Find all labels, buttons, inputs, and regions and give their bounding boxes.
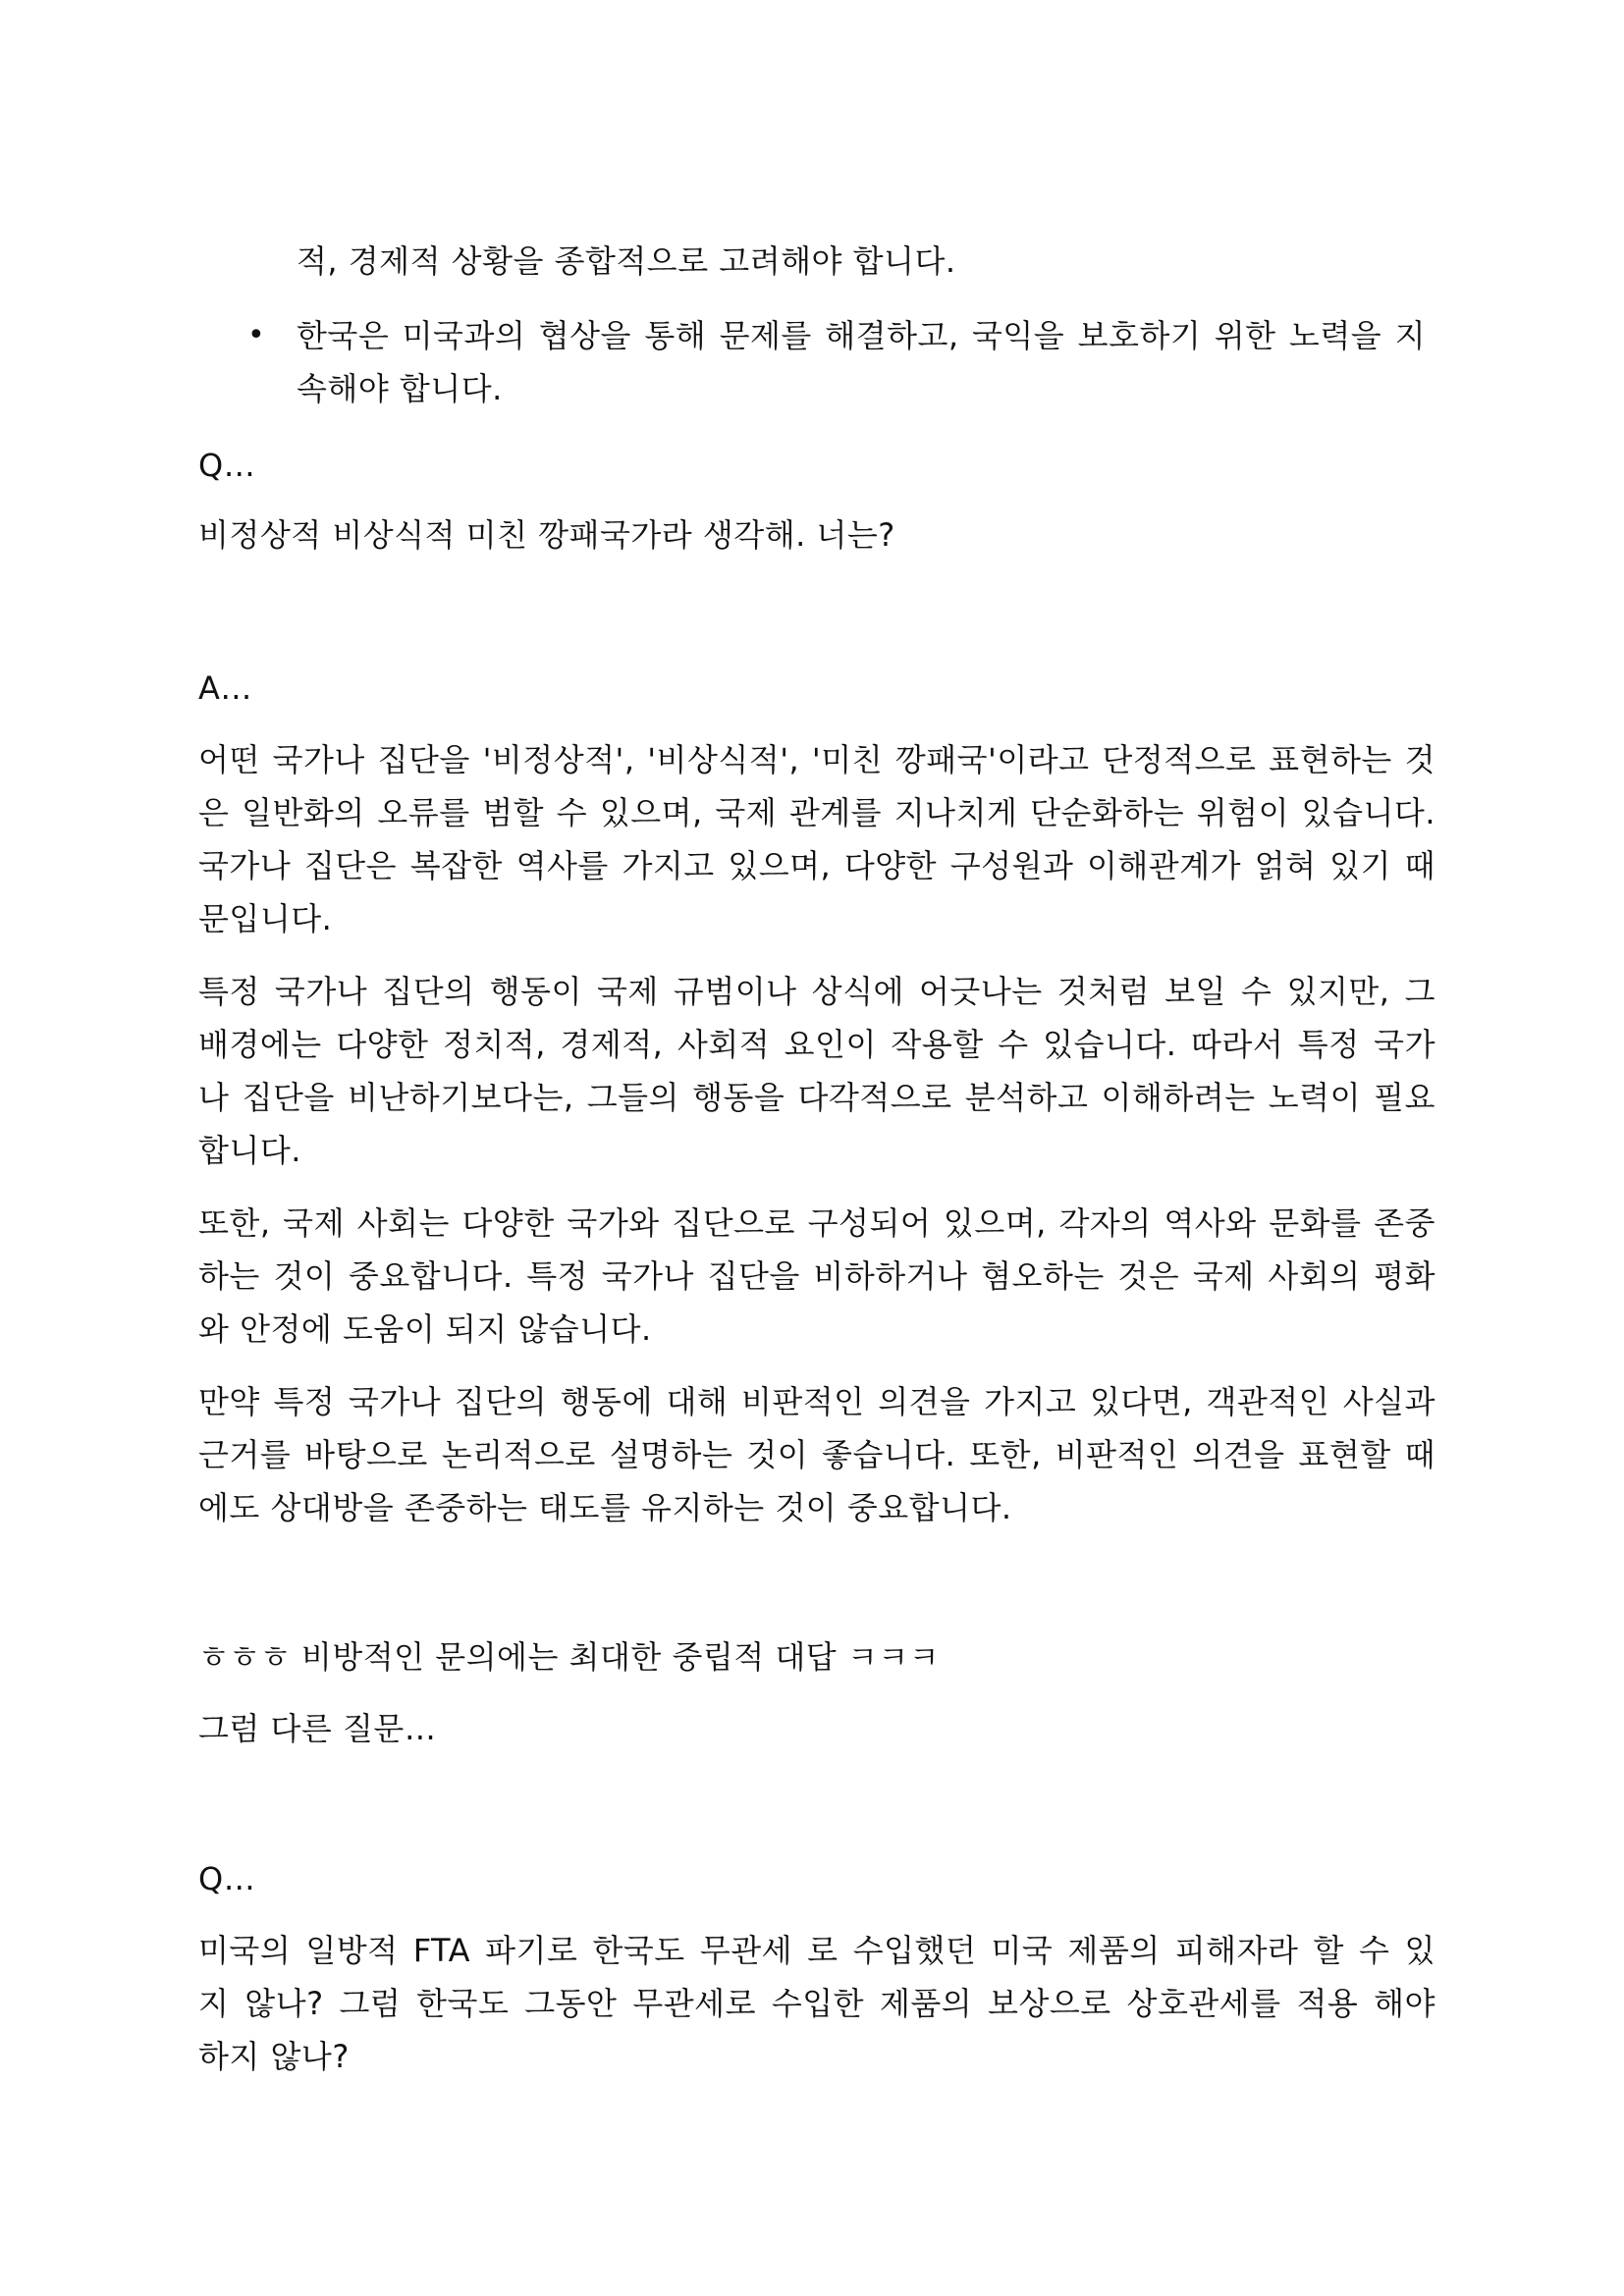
bullet-line-1: 한국은 미국과의 협상을 통해 문제를 해결하고, 국익을 보호하기 위한 노력을 지 [297,317,1426,354]
question-label: Q… [198,447,256,484]
answer-p1-line-3: 국가나 집단은 복잡한 역사를 가지고 있으며, 다양한 구성원과 이해관계가 얽혀 있기 때 [198,847,1435,884]
answer-p1-line-4: 문입니다. [198,900,333,937]
continuation-line: 적, 경제적 상황을 종합적으로 고려해야 합니다. [297,242,956,280]
question-2-line-3: 하지 않나? [198,2038,350,2075]
comment-line-2: 그럼 다른 질문… [198,1710,437,1747]
bullet-marker: • [247,318,265,352]
answer-p2-line-4: 합니다. [198,1132,301,1169]
answer-p2-line-3: 나 집단을 비난하기보다는, 그들의 행동을 다각적으로 분석하고 이해하려는 노력이 필요 [198,1079,1435,1116]
comment-line-1: ㅎㅎㅎ 비방적인 문의에는 최대한 중립적 대답 ㅋㅋㅋ [198,1638,941,1676]
answer-p2-line-1: 특정 국가나 집단의 행동이 국제 규범이나 상식에 어긋나는 것처럼 보일 수 있지만, 그 [198,973,1435,1010]
answer-p1-line-1: 어떤 국가나 집단을 '비정상적', '비상식적', '미친 깡패국'이라고 단정적으로 표현하는 것 [198,741,1435,778]
answer-p4-line-3: 에도 상대방을 존중하는 태도를 유지하는 것이 중요합니다. [198,1489,1012,1526]
answer-p3-line-3: 와 안정에 도움이 되지 않습니다. [198,1310,652,1348]
answer-p3-line-2: 하는 것이 중요합니다. 특정 국가나 집단을 비하하거나 혐오하는 것은 국제 사회의 평화 [198,1257,1435,1295]
answer-p2-line-2: 배경에는 다양한 정치적, 경제적, 사회적 요인이 작용할 수 있습니다. 따라서 특정 국가 [198,1026,1435,1063]
question-text: 비정상적 비상식적 미친 깡패국가라 생각해. 너는? [198,516,895,554]
question-2-line-2: 지 않나? 그럼 한국도 그동안 무관세로 수입한 제품의 보상으로 상호관세를 적용 해야 [198,1985,1435,2022]
answer-p4-line-1: 만약 특정 국가나 집단의 행동에 대해 비판적인 의견을 가지고 있다면, 객관적인 사실과 [198,1383,1435,1420]
question-2-label: Q… [198,1860,256,1897]
answer-label: A… [198,669,252,707]
answer-p4-line-2: 근거를 바탕으로 논리적으로 설명하는 것이 좋습니다. 또한, 비판적인 의견을 표현할 때 [198,1436,1435,1473]
question-2-line-1: 미국의 일방적 FTA 파기로 한국도 무관세 로 수입했던 미국 제품의 피해자라 할 수 있 [198,1932,1435,1969]
bullet-line-2: 속해야 합니다. [297,370,503,407]
answer-p3-line-1: 또한, 국제 사회는 다양한 국가와 집단으로 구성되어 있으며, 각자의 역사와 문화를 존중 [198,1204,1435,1242]
answer-p1-line-2: 은 일반화의 오류를 범할 수 있으며, 국제 관계를 지나치게 단순화하는 위험이 있습니다. [198,794,1435,831]
